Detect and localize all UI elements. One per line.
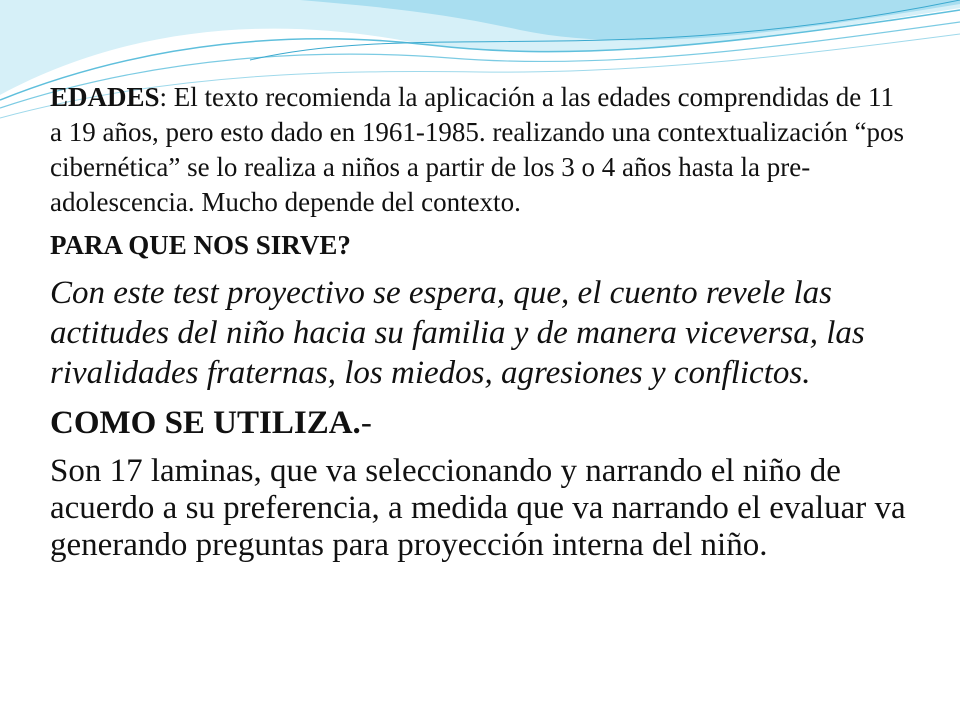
como-heading-suffix: - — [360, 405, 372, 441]
como-heading-text: COMO SE UTILIZA. — [50, 405, 361, 441]
slide-content — [50, 80, 910, 564]
edades-paragraph — [50, 80, 910, 220]
edades-colon: : — [159, 82, 174, 112]
edades-text: El texto recomienda la aplicación a las edades comprendidas de 11 a 19 años, pero esto dado en 1961-1985. realizando una contextualización “pos cibernética” se lo realiza a niños a partir de los 3 o 4 años hasta la pre-adolescencia. Mucho depende del contexto. — [50, 82, 904, 217]
como-text: Son 17 laminas, que va seleccionando y narrando el niño de acuerdo a su preferencia, a medida que va narrando el evaluar va generando preguntas para proyección interna del niño. — [50, 453, 906, 563]
como-heading — [50, 403, 910, 443]
para-que-heading: PARA QUE NOS SIRVE? — [50, 230, 351, 260]
edades-label: EDADES — [50, 82, 160, 112]
para-que-text: Con este test proyectivo se espera, que, el cuento revele las actitudes del niño hacia su familia y de manera viceversa, las rivalidades fraternas, los miedos, agresiones y conflictos. — [50, 275, 865, 391]
